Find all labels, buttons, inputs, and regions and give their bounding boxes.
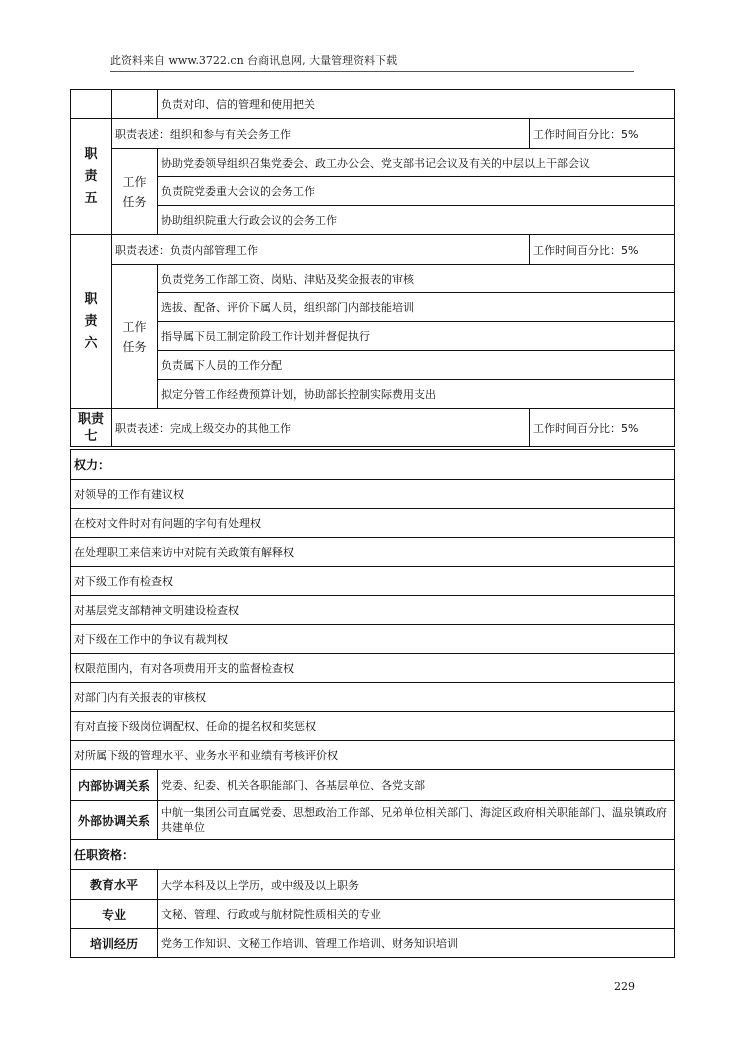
duty6-task: 拟定分管工作经费预算计划，协助部长控制实际费用支出 [158,380,675,409]
training-value: 党务工作知识、文秘工作培训、管理工作培训、财务知识培训 [158,929,675,958]
duty6-task: 负责属下人员的工作分配 [158,351,675,380]
duty5-time-pct: 工作时间百分比：5% [530,119,675,149]
power-item: 对下级在工作中的争议有裁判权 [71,625,675,654]
duty6-statement: 职责表述：负责内部管理工作 [112,235,530,265]
duty6-task: 负责党务工作部工资、岗贴、津贴及奖金报表的审核 [158,265,675,293]
qualifications-title: 任职资格： [71,840,675,870]
table-row [71,149,675,177]
power-item: 在校对文件时对有问题的字句有处理权 [71,509,675,538]
education-value: 大学本科及以上学历，或中级及以上职务 [158,870,675,900]
duty7-statement: 职责表述：完成上级交办的其他工作 [112,409,530,447]
duty5-label: 职 责 五 [71,119,112,235]
table-row [71,380,675,409]
external-coordination-label: 外部协调关系 [71,801,158,840]
table-row [71,741,675,770]
table-row [71,929,675,958]
table-row [71,177,675,206]
power-item: 有对直接下级岗位调配权、任命的提名权和奖惩权 [71,712,675,741]
table-row [71,654,675,683]
power-item: 对领导的工作有建议权 [71,480,675,509]
power-item: 对基层党支部精神文明建设检查权 [71,596,675,625]
duty5-task: 负责院党委重大会议的会务工作 [158,177,675,206]
table-row [71,840,675,870]
powers-title: 权力： [71,450,675,480]
task-cell: 负责对印、信的管理和使用把关 [158,90,675,119]
table-row [71,351,675,380]
table-row [71,625,675,654]
external-coordination-value: 中航一集团公司直属党委、思想政治工作部、兄弟单位相关部门、海淀区政府相关职能部门、温泉镇政府共建单位 [158,801,675,840]
power-item: 对下级工作有检查权 [71,567,675,596]
table-row [71,206,675,235]
duty6-label: 职 责 六 [71,235,112,409]
duties-table [70,89,675,447]
duty5-task: 协助组织院重大行政会议的会务工作 [158,206,675,235]
power-item: 在处理职工来信来访中对院有关政策有解释权 [71,538,675,567]
table-row [71,801,675,840]
table-row [71,90,675,119]
power-item: 权限范围内，有对各项费用开支的监督检查权 [71,654,675,683]
table-row [71,409,675,447]
duty5-task-label: 工作 任务 [112,149,158,235]
power-item: 对所属下级的管理水平、业务水平和业绩有考核评价权 [71,741,675,770]
table-row [71,900,675,929]
table-row [71,538,675,567]
table-row [71,235,675,265]
duty6-task: 选拔、配备、评价下属人员，组织部门内部技能培训 [158,293,675,322]
internal-coordination-value: 党委、纪委、机关各职能部门、各基层单位、各党支部 [158,770,675,801]
duty7-label: 职责 七 [71,409,112,447]
internal-coordination-label: 内部协调关系 [71,770,158,801]
table-row [71,596,675,625]
table-row [71,712,675,741]
duty5-task: 协助党委领导组织召集党委会、政工办公会、党支部书记会议及有关的中层以上干部会议 [158,149,675,177]
page-header: 此资料来自 www.3722.cn 台商讯息网, 大量管理资料下载 [110,52,634,72]
empty-cell [112,90,158,119]
table-row [71,683,675,712]
powers-table [70,449,675,958]
duty5-statement: 职责表述：组织和参与有关会务工作 [112,119,530,149]
table-row [71,450,675,480]
duty6-task-label: 工作 任务 [112,265,158,409]
duty6-time-pct: 工作时间百分比：5% [530,235,675,265]
table-row [71,293,675,322]
table-row [71,480,675,509]
major-value: 文秘、管理、行政或与航材院性质相关的专业 [158,900,675,929]
table-row [71,509,675,538]
page-number: 229 [614,980,635,993]
table-row [71,119,675,149]
duty6-task: 指导属下员工制定阶段工作计划并督促执行 [158,322,675,351]
power-item: 对部门内有关报表的审核权 [71,683,675,712]
major-label: 专业 [71,900,158,929]
duty7-time-pct: 工作时间百分比：5% [530,409,675,447]
training-label: 培训经历 [71,929,158,958]
education-label: 教育水平 [71,870,158,900]
table-row [71,322,675,351]
table-row [71,567,675,596]
table-row [71,870,675,900]
empty-cell [71,90,112,119]
table-row [71,265,675,293]
table-row [71,770,675,801]
